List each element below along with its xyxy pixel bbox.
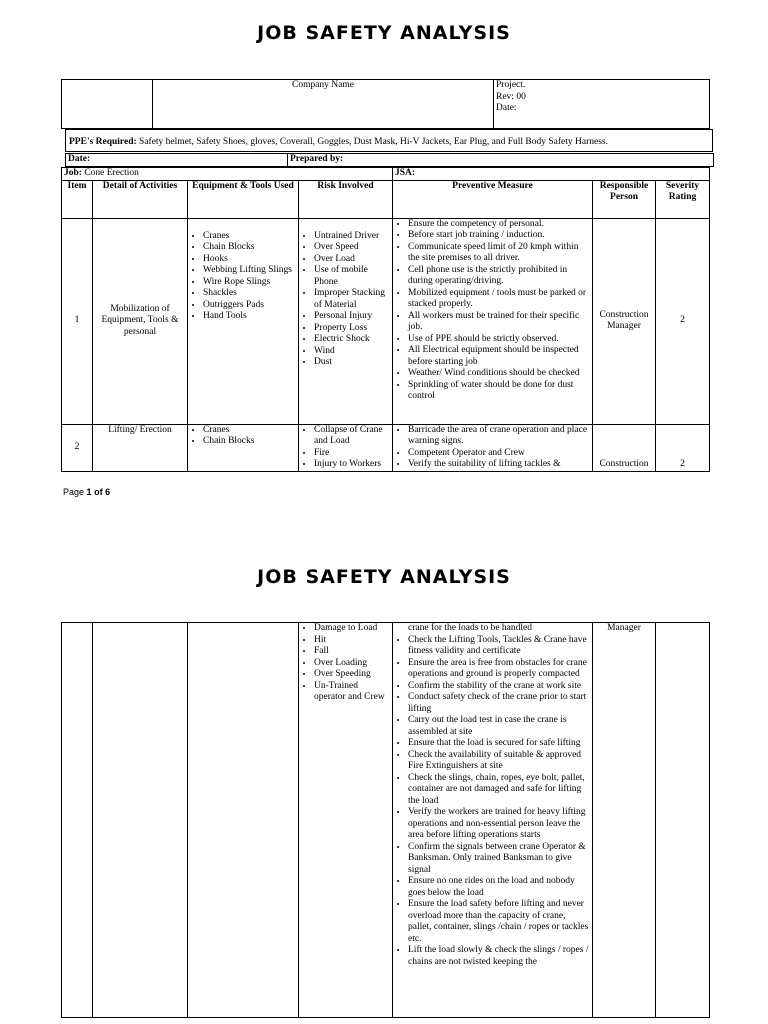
risk-cell — [299, 424, 393, 471]
rev-label: Rev: 00 — [496, 91, 526, 102]
list-item: • Collapse of Crane and Load — [314, 425, 390, 448]
severity-cell: 2 — [656, 424, 710, 471]
item-number: 1 — [62, 218, 93, 424]
page-prefix: Page — [63, 487, 85, 497]
list-item: • Fire — [314, 448, 390, 460]
list-item: • Over Load — [314, 254, 390, 266]
severity-cell — [656, 623, 710, 1018]
list-item: • Check the Lifting Tools, Tackles & Crane have fitness validity and certificate — [408, 635, 590, 658]
list-item: • Webbing Lifting Slings — [203, 265, 296, 277]
jsa-table-continued — [61, 622, 710, 1018]
list-item: • Ensure no one rides on the load and nobody goes below the load — [408, 876, 590, 899]
header-table — [61, 79, 710, 129]
equipment-cell — [188, 424, 299, 471]
list-item: • Lift the load slowly & check the slings / ropes / chains are not twisted keeping the — [408, 945, 590, 968]
measure-list — [395, 425, 590, 471]
equipment-list — [190, 231, 296, 323]
activity-cell: Mobilization of Equipment, Tools & personal — [93, 218, 188, 424]
ppe-label: PPE's Required: — [69, 137, 137, 147]
list-item: • Carry out the load test in case the crane is assembled at site — [408, 715, 590, 738]
list-item: • Wire Rope Slings — [203, 277, 296, 289]
list-item: • Over Loading — [314, 658, 390, 670]
header-responsible: Responsible Person — [593, 180, 656, 218]
job-cell — [62, 168, 393, 181]
header-severity: Severity Rating — [656, 180, 710, 218]
jsa-label: JSA: — [393, 168, 710, 181]
list-item: • Use of PPE should be strictly observed. — [408, 334, 590, 346]
header-preventive: Preventive Measure — [393, 180, 593, 218]
list-item: • Check the availability of suitable & approved Fire Extinguishers at site — [408, 750, 590, 773]
list-item: • Over Speeding — [314, 669, 390, 681]
list-item: • Ensure the area is free from obstacles for crane operations and ground is properly compacted — [408, 658, 590, 681]
list-item: • Cranes — [203, 231, 296, 243]
list-item: • Electric Shock — [314, 334, 390, 346]
equipment-list — [190, 425, 296, 448]
date-label: Date: — [66, 154, 288, 167]
list-item: • Over Speed — [314, 242, 390, 254]
responsible-cell: Manager — [593, 623, 656, 1018]
list-item: • Communicate speed limit of 20 kmph within the site premises to all driver. — [408, 242, 590, 265]
list-item: • Hit — [314, 635, 390, 647]
risk-list — [301, 231, 390, 369]
list-item: • Personal Injury — [314, 311, 390, 323]
activity-cell — [93, 623, 188, 1018]
list-item: • All Electrical equipment should be inspected before starting job — [408, 345, 590, 368]
table-row — [62, 218, 710, 424]
header-equipment: Equipment & Tools Used — [188, 180, 299, 218]
list-item: • Barricade the area of crane operation and place warning signs. — [408, 425, 590, 448]
jsa-table — [61, 167, 710, 472]
list-item: • Property Loss — [314, 323, 390, 335]
list-item: • Shackles — [203, 288, 296, 300]
list-item: • Chain Blocks — [203, 436, 296, 448]
item-number: 2 — [62, 424, 93, 471]
responsible-cell: Construction — [593, 424, 656, 471]
list-item: • Un-Trained operator and Crew — [314, 681, 390, 704]
list-item: • Weather/ Wind conditions should be checked — [408, 368, 590, 380]
list-item: • Hooks — [203, 254, 296, 266]
header-risk: Risk Involved — [299, 180, 393, 218]
list-item: • Chain Blocks — [203, 242, 296, 254]
ppe-value: Safety helmet, Safety Shoes, gloves, Coverall, Goggles, Dust Mask, Hi-V Jackets, Ear Plug, and Full Body Safety Harness. — [139, 137, 608, 147]
measure-continued: crane for the loads to be handled — [408, 623, 532, 633]
list-item: • Ensure that the load is secured for safe lifting — [408, 738, 590, 750]
risk-cell — [299, 623, 393, 1018]
equipment-cell — [188, 218, 299, 424]
job-value: Cone Erection — [84, 168, 139, 178]
risk-cell — [299, 218, 393, 424]
list-item: • Before start job training / induction. — [408, 230, 590, 242]
logo-cell — [62, 80, 153, 129]
list-item: • Cell phone use is the strictly prohibited in during operating/driving. — [408, 265, 590, 288]
list-item: • Wind — [314, 346, 390, 358]
list-item: • Verify the suitability of lifting tackles & — [408, 459, 590, 471]
measure-cell — [393, 623, 593, 1018]
list-item: • Confirm the signals between crane Operator & Banksman. Only trained Banksman to give signal — [408, 842, 590, 877]
list-item: • Untrained Driver — [314, 231, 390, 243]
list-item: • Confirm the stability of the crane at work site — [408, 681, 590, 693]
job-label: Job: — [64, 168, 82, 178]
list-item: • Damage to Load — [314, 623, 390, 635]
severity-cell: 2 — [656, 218, 710, 424]
table-row — [62, 623, 710, 1018]
responsible-cell: Construction Manager — [593, 218, 656, 424]
page-of: of — [94, 487, 103, 497]
measure-list — [395, 219, 590, 403]
item-number — [62, 623, 93, 1018]
page-total: 6 — [105, 487, 111, 497]
company-name-label: Company Name — [291, 80, 354, 90]
measure-list — [395, 635, 590, 969]
list-item: • Competent Operator and Crew — [408, 448, 590, 460]
page-current: 1 — [86, 487, 92, 497]
list-item: • Fall — [314, 646, 390, 658]
activity-cell: Lifting/ Erection — [93, 424, 188, 471]
prepared-label: Prepared by: — [288, 154, 714, 167]
header-item: Item — [62, 180, 93, 218]
measure-cell — [393, 424, 593, 471]
risk-list — [301, 623, 390, 704]
list-item: • Injury to Workers — [314, 459, 390, 471]
equipment-cell — [188, 623, 299, 1018]
list-item: • Hand Tools — [203, 311, 296, 323]
list-item: • Ensure the competency of personal. — [408, 219, 590, 231]
page-title-2: JOB SAFETY ANALYSIS — [257, 566, 511, 588]
list-item: • Improper Stacking of Material — [314, 288, 390, 311]
project-label: Project. — [496, 80, 526, 90]
list-item: • Conduct safety check of the crane prior to start lifting — [408, 692, 590, 715]
list-item: • Check the slings, chain, ropes, eye bolt, pallet, container are not damaged and safe for lifting the load — [408, 773, 590, 808]
date-label-top: Date: — [496, 103, 517, 113]
header-activities: Detail of Activities — [93, 180, 188, 218]
list-item: • Sprinkling of water should be done for dust control — [408, 380, 590, 403]
page-title: JOB SAFETY ANALYSIS — [257, 22, 511, 44]
date-prepared-table — [65, 153, 714, 167]
measure-cell — [393, 218, 593, 424]
list-item: • Use of mobile Phone — [314, 265, 390, 288]
list-item: • Cranes — [203, 425, 296, 437]
project-info-cell — [494, 80, 710, 129]
list-item: • Ensure the load safety before lifting and never overload more than the capacity of crane, pallet, container, slings /chain / ropes or tackles etc. — [408, 899, 590, 945]
company-name-cell — [153, 80, 494, 129]
ppe-row — [65, 129, 713, 152]
page-number — [63, 487, 110, 497]
list-item: • Mobilized equipment / tools must be parked or stacked properly. — [408, 288, 590, 311]
risk-list — [301, 425, 390, 471]
list-item: • Dust — [314, 357, 390, 369]
table-row — [62, 424, 710, 471]
list-item: • Verify the workers are trained for heavy lifting operations and non-essential person leave the area before lifting operations starts — [408, 807, 590, 842]
list-item: • All workers must be trained for their specific job. — [408, 311, 590, 334]
list-item: • Outriggers Pads — [203, 300, 296, 312]
